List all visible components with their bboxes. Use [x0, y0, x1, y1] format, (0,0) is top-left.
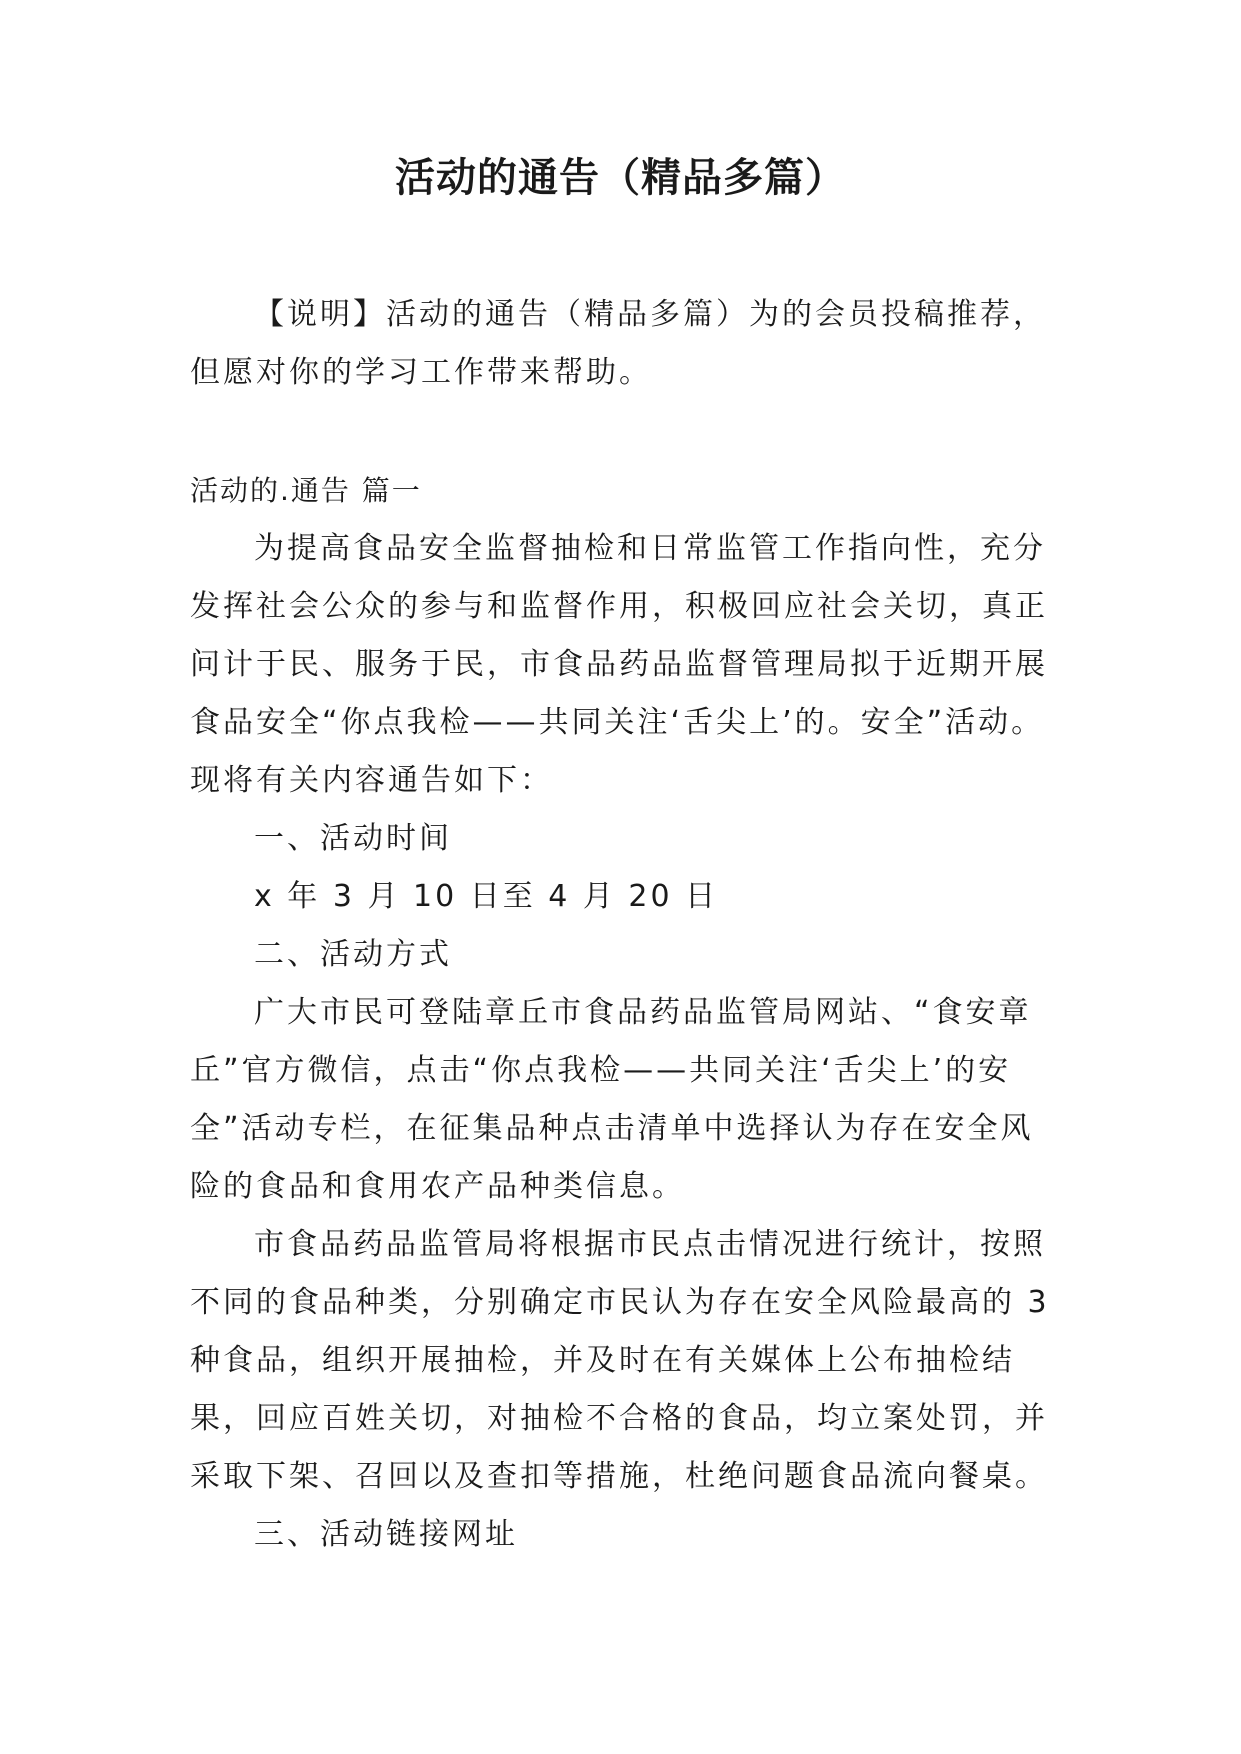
- paragraph-activity-dates: x 年 3 月 10 日至 4 月 20 日: [254, 879, 719, 914]
- document-body: [190, 520, 1060, 1564]
- intro-paragraph: 【说明】活动的通告（精品多篇）为的会员投稿推荐，但愿对你的学习工作带来帮助。: [190, 297, 1046, 390]
- heading-activity-method: 二、活动方式: [254, 937, 452, 972]
- document-title: 活动的通告（精品多篇）: [395, 154, 846, 201]
- paragraph-purpose: 为提高食品安全监督抽检和日常监管工作指向性，充分发挥社会公众的参与和监督作用，积极回应社会关切，真正问计于民、服务于民，市食品药品监督管理局拟于近期开展食品安全“你点我检——共同关注‘舌尖上’的。安全”活动。现将有关内容通告如下：: [190, 531, 1048, 798]
- section-heading: 活动的.通告 篇一: [190, 474, 422, 507]
- heading-activity-time: 一、活动时间: [254, 821, 452, 856]
- heading-activity-link: 三、活动链接网址: [254, 1517, 518, 1552]
- paragraph-inspection-process: 市食品药品监管局将根据市民点击情况进行统计，按照不同的食品种类，分别确定市民认为存在安全风险最高的 3 种食品，组织开展抽检，并及时在有关媒体上公布抽检结果，回应百姓关切，对抽检不合格的食品，均立案处罚，并采取下架、召回以及查扣等措施，杜绝问题食品流向餐桌。: [190, 1227, 1050, 1494]
- paragraph-method-details: 广大市民可登陆章丘市食品药品监管局网站、“食安章丘”官方微信，点击“你点我检——共同关注‘舌尖上’的安全”活动专栏，在征集品种点击清单中选择认为存在安全风险的食品和食用农产品种类信息。: [190, 995, 1034, 1204]
